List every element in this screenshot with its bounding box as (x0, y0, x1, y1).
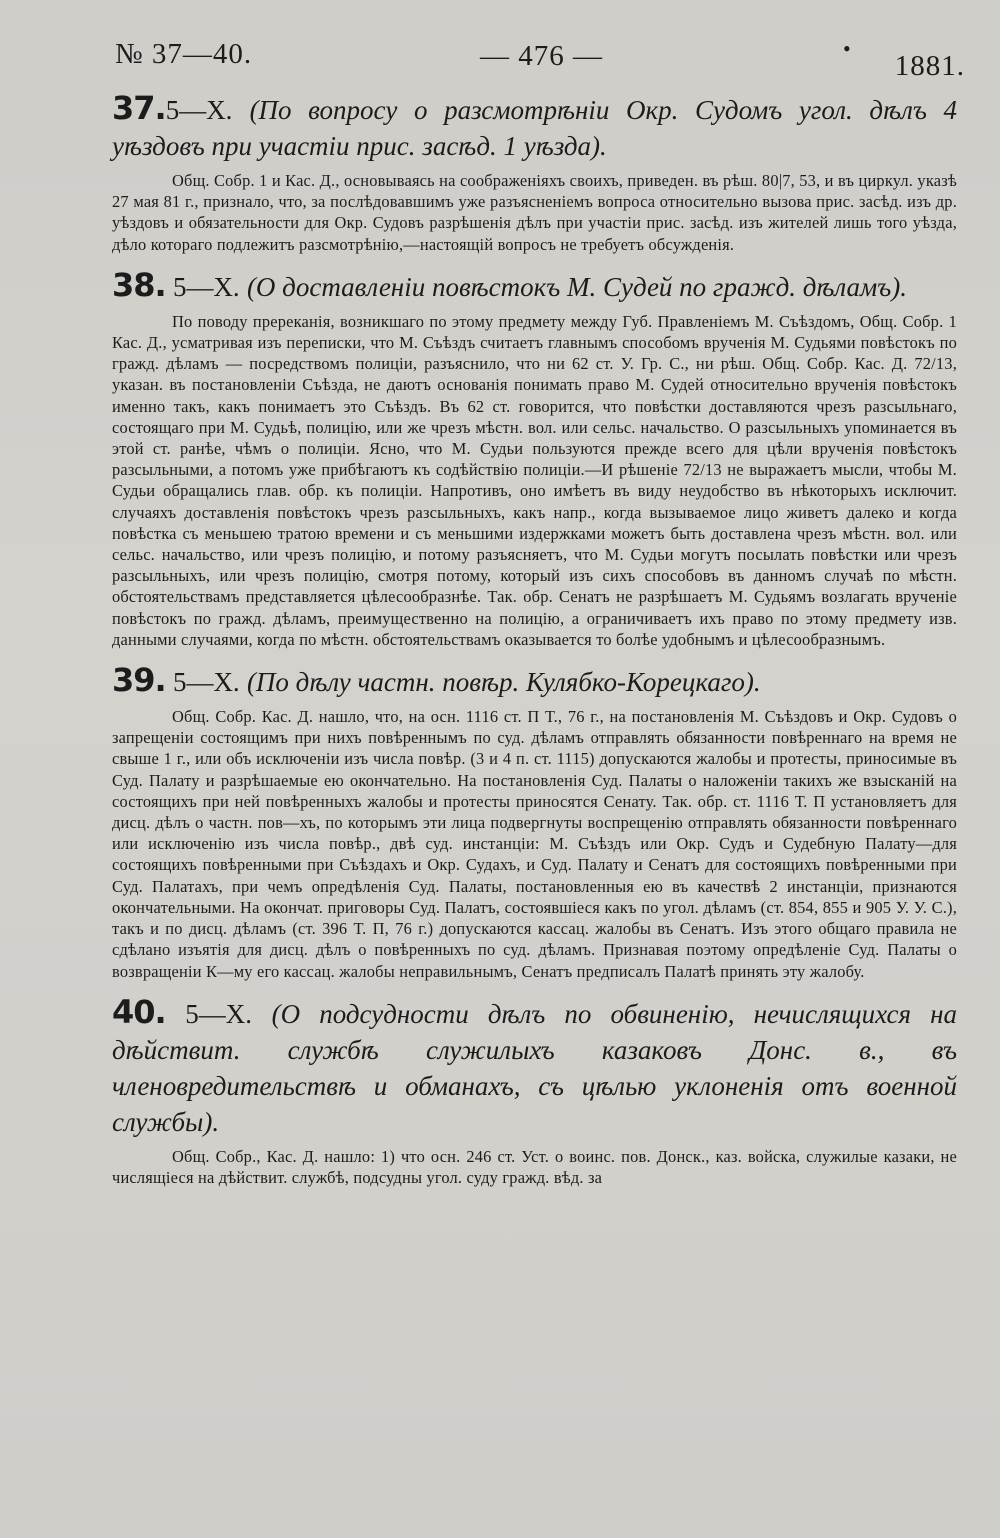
section-date: 5—X. (172, 667, 240, 698)
section-paragraph: Общ. Собр. 1 и Кас. Д., основываясь на соображеніяхъ своихъ, приведен. въ рѣш. 80|7, 53, и въ циркул. указѣ 27 мая 81 г., признало, что, за послѣдовавшимъ уже разъясненіемъ вопроса относительно вызова прис. засѣд. изъ др. уѣздовъ и обязательности для Окр. Судовъ разрѣшенія дѣлъ при участіи прис. засѣд. изъ жителей лишь того уѣзда, дѣло котораго подлежитъ разсмотрѣнію,—настоящій вопросъ не требуетъ обсужденія. (112, 171, 957, 254)
section-text-block (112, 311, 957, 650)
section-paragraph: По поводу пререканія, возникшаго по этому предмету между Губ. Правленіемъ М. Съѣздомъ, Общ. Собр. 1 Кас. Д., усматривая изъ переписки, что М. Съѣздъ считаетъ главнымъ способомъ врученія М. Судьями повѣстокъ по гражд. дѣламъ — посредствомъ полиціи, разъяснило, что ни 62 ст. У. Гр. С., ни рѣш. Общ. Собр. Кас. Д. 72/13, указан. въ постановленіи Съѣзда, не даютъ основанія понимать право М. Судей относительно врученія повѣстокъ именно такъ, какъ понимаетъ это Съѣздъ. Въ 62 ст. говорится, что повѣстки доставляются чрезъ разсыльнаго, состоящаго при М. Судьѣ, полицію, или же чрезъ мѣстн. вол. или сельс. начальство. О разсыльныхъ упоминается въ этой ст. ранѣе, чѣмъ о полиціи. Ясно, что М. Судьи пользуются прежде всего для цѣли врученія повѣстокъ разсыльными, а потомъ уже прибѣгаютъ къ содѣйствію полиціи.—И рѣшеніе 72/13 не выражаетъ мысли, чтобы М. Судьи обращались глав. обр. къ полиціи. Напротивъ, оно имѣетъ въ виду неудобство въ нѣкоторыхъ исключит. случаяхъ доставленія повѣстокъ чрезъ разсыльныхъ, какъ напр., когда вызываемое лицо живетъ далеко и когда повѣстка съ меньшею тратою времени и съ меньшими издержками можетъ быть доставлена чрезъ мѣстн. вол. или сельс. начальство, или чрезъ полицію, и потому разъясняетъ, что М. Судьи могутъ посылать повѣстки или чрезъ разсыльныхъ, или чрезъ полицію, смотря потому, который изъ сихъ способовъ въ данномъ случаѣ по мѣстн. обстоятельствамъ представляется цѣлесообразнѣе. Так. обр. Сенатъ не разрѣшаетъ М. Судьямъ возлагать врученіе повѣстокъ по гражд. дѣламъ, преимущественно на полицію, а ограничиваетъ ихъ право по этому предмету изв. данными случаями, когда по мѣстн. обстоятельствамъ оказывается то болѣе удобнымъ и цѣлесообразнымъ. (112, 311, 957, 649)
page-header (105, 30, 965, 80)
section-paragraph: Общ. Собр. Кас. Д. нашло, что, на осн. 1116 ст. П Т., 76 г., на постановленія М. Съѣздовъ и Окр. Судовъ о запрещеніи состоящимъ при нихъ повѣреннымъ по суд. дѣламъ отправлять обязанности повѣреннаго на время не свыше 1 г., или объ исключеніи изъ числа повѣр. (3 и 4 п. ст. 1115) допускаются жалобы и протесты, приносимые въ Суд. Палату и разрѣшаемые ею окончательно. На постановленія Суд. Палаты о наложеніи такихъ же взысканій на состоящихъ при ней повѣренныхъ жалобы и протесты приносятся Сенату. Так. обр. ст. 1116 Т. П установляетъ для дисц. дѣлъ о частн. пов—хъ, по которымъ эти лица подвергнуты воспрещенію отправлять обязанности повѣреннаго или исключенію изъ числа повѣр., двѣ суд. инстанціи: М. Съѣздъ или Окр. Судъ и Судебную Палату—для состоящихъ повѣренными при Съѣздахъ и Окр. Судахъ, и Суд. Палату и Сенатъ для состоящихъ повѣренными при Суд. Палатахъ, при чемъ опредѣленія Суд. Палаты, постановленныя ею въ качествѣ 2 инстанціи, признаются окончательными. На окончат. приговоры Суд. Палатъ, состоявшіеся какъ по угол. дѣламъ (ст. 854, 855 и 905 У. У. С.), такъ и по дисц. дѣламъ (ст. 396 Т. П, 76 г.) допускаются кассац. жалобы въ Сенатъ. Изъ этого общаго правила не сдѣлано изъятія для дисц. дѣлъ о повѣренныхъ по суд. дѣламъ. Признавая поэтому опредѣленіе Суд. Палаты о возвращеніи К—му его кассац. жалобы неправильнымъ, Сенатъ предписалъ Палатѣ принять эту жалобу. (112, 707, 957, 981)
section-number: 40. (112, 992, 166, 1031)
document-body (112, 90, 957, 1200)
section-text-block (112, 1146, 957, 1188)
section-topic: (О подсудности дѣлъ по обвиненію, нечислящихся на дѣйствит. службѣ служилыхъ казаковъ Донс. в., въ членовредительствѣ и обманахъ, съ цѣлью уклоненія отъ военной службы). (112, 998, 957, 1137)
header-year: 1881. (894, 50, 965, 82)
section-date: 5—X. (165, 95, 233, 125)
section-number: 38. (112, 265, 166, 304)
section-38 (112, 267, 957, 650)
section-40 (112, 994, 957, 1188)
section-title (112, 267, 957, 305)
section-39 (112, 662, 957, 982)
section-title (112, 90, 957, 164)
section-date: 5—X. (172, 271, 240, 302)
section-text-block (112, 170, 957, 255)
section-37 (112, 90, 957, 255)
section-title (112, 662, 957, 700)
section-topic: (О доставленіи повѣстокъ М. Судей по гражд. дѣламъ). (246, 271, 907, 302)
section-number: 39. (112, 661, 166, 700)
section-number: 37. (112, 89, 166, 127)
header-number-range: № 37—40. (115, 38, 253, 70)
section-topic: (По вопросу о разсмотрѣніи Окр. Судомъ угол. дѣлъ 4 уѣздовъ при участіи прис. засѣд. 1 уѣзда). (112, 95, 957, 161)
header-dot-mark: • (843, 36, 851, 61)
section-text-block (112, 706, 957, 982)
section-title (112, 994, 957, 1140)
header-page-number: — 476 — (480, 40, 603, 72)
section-topic: (По дѣлу частн. повѣр. Кулябко-Корецкаго). (246, 667, 761, 698)
section-date: 5—X. (185, 998, 253, 1029)
section-paragraph: Общ. Собр., Кас. Д. нашло: 1) что осн. 246 ст. Уст. о воинс. пов. Донск., каз. войска, служилые казаки, не числящіеся на дѣйствит. службѣ, подсудны угол. суду гражд. вѣд. за (112, 1146, 957, 1187)
